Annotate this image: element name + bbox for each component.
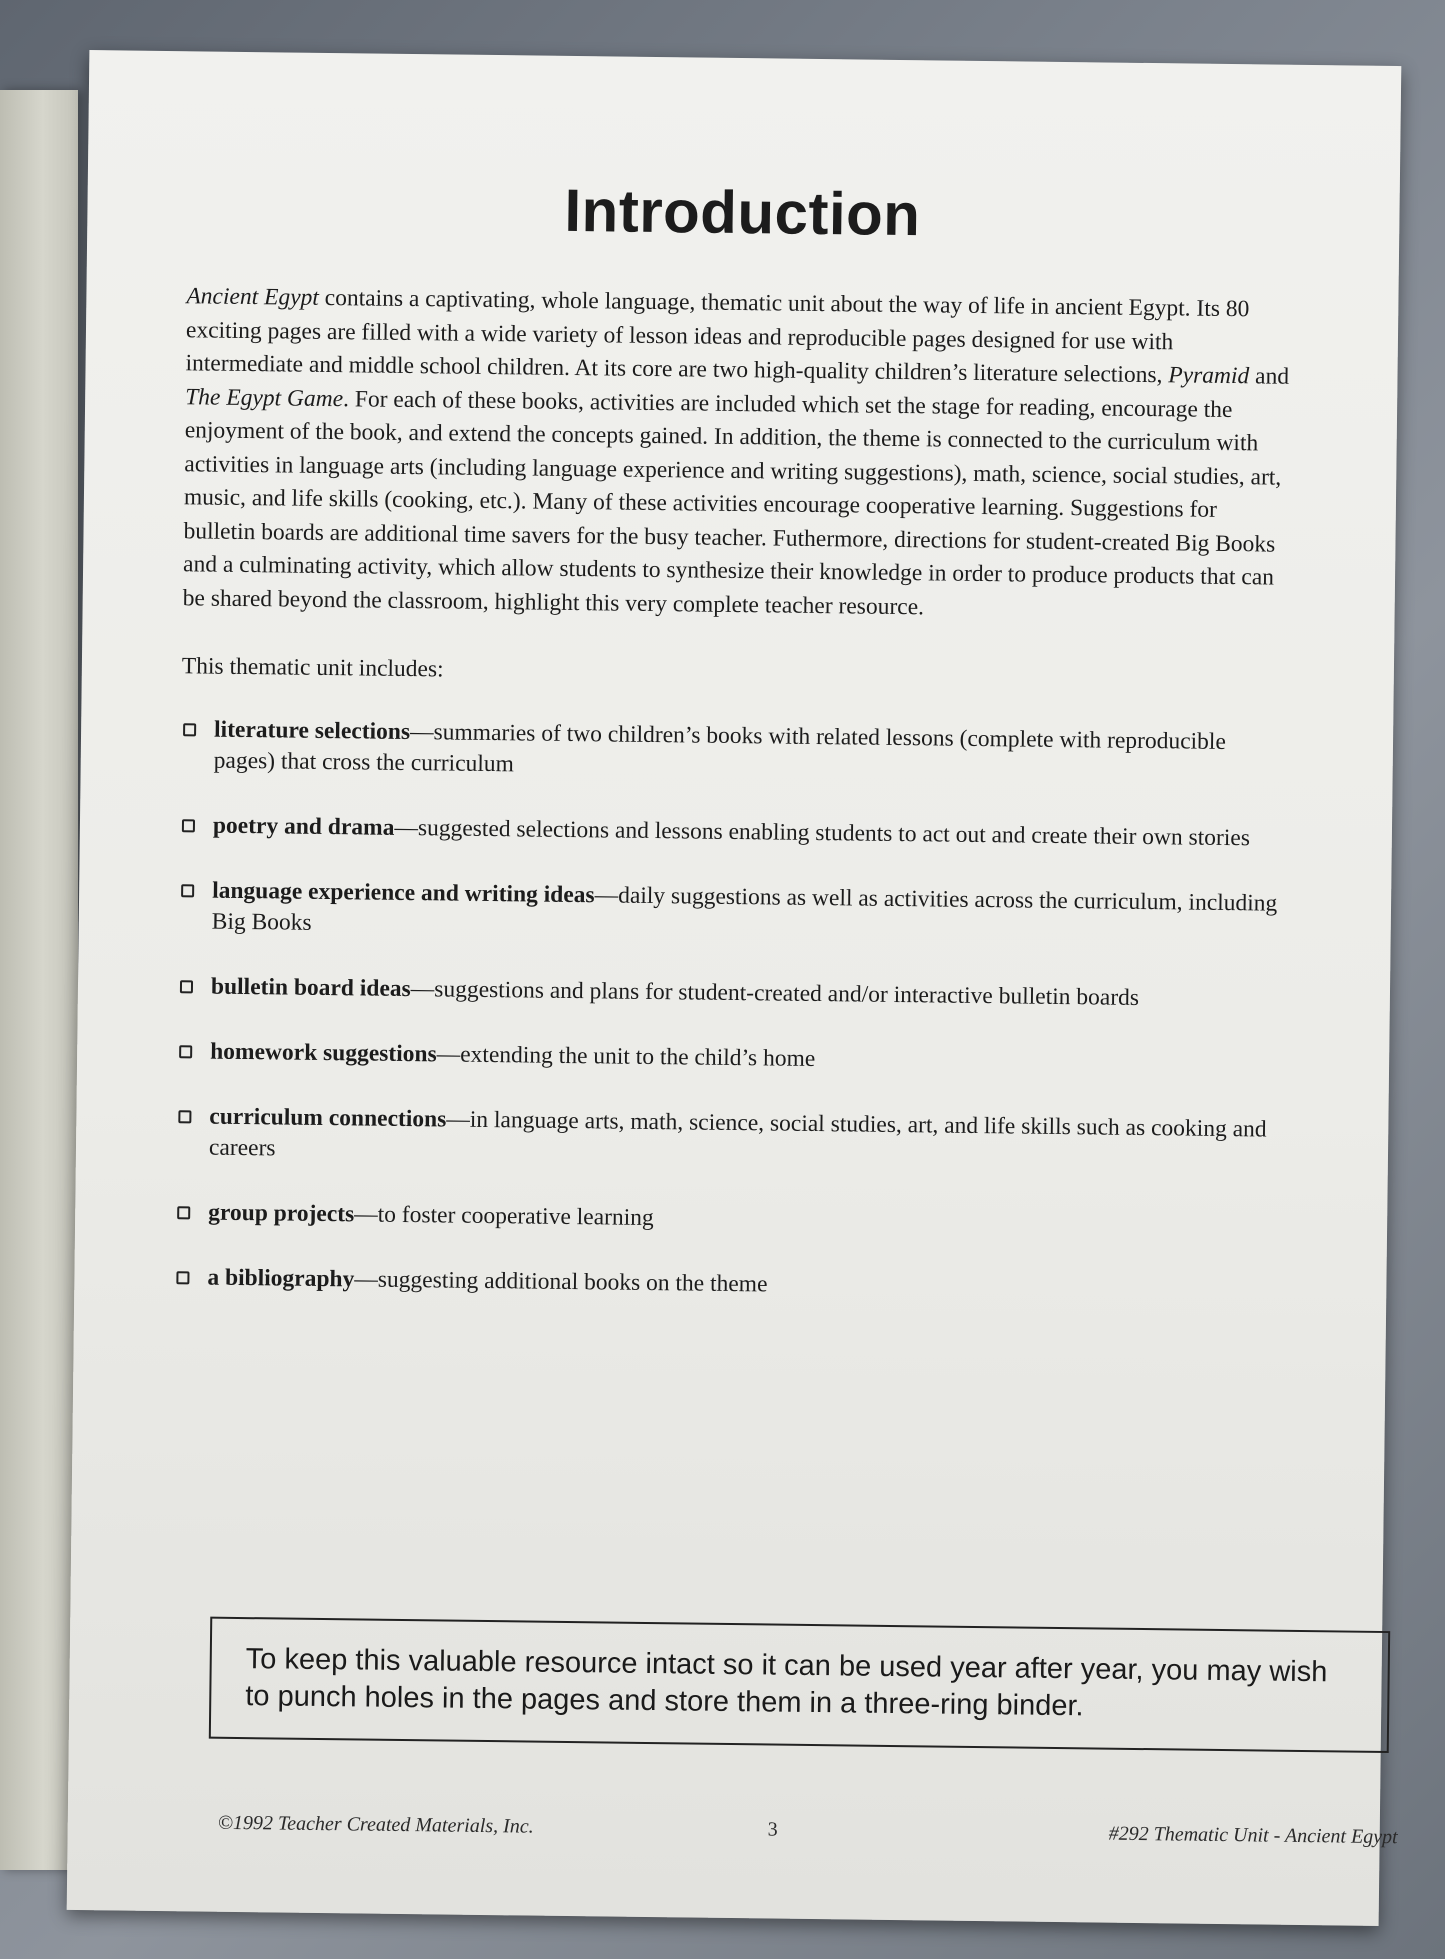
includes-label: This thematic unit includes:: [181, 653, 444, 683]
list-item: [178, 971, 1288, 1016]
intro-and: and: [1249, 363, 1290, 390]
list-item: [181, 714, 1292, 790]
page-footer: [208, 1811, 1398, 1849]
item-term: literature selections: [213, 716, 411, 746]
page-title: Introduction: [564, 176, 921, 249]
checkbox-icon: [181, 884, 194, 897]
intro-book-title: Ancient Egypt: [186, 283, 320, 311]
binder-note-box: To keep this valuable resource intact so it can be used year after year, you may wish to punch holes in the pages and store them in a three-ring binder.: [209, 1617, 1390, 1753]
list-item: [179, 875, 1290, 951]
checkbox-icon: [180, 980, 193, 993]
item-description: —summaries of two children’s books with related lessons (complete with reproducible pages) that cross the curriculum: [213, 719, 1226, 778]
list-item: [177, 1036, 1287, 1081]
checkbox-icon: [179, 1045, 192, 1058]
footer-page-number: 3: [767, 1818, 778, 1841]
item-term: poetry and drama: [212, 812, 395, 841]
item-term: curriculum connections: [209, 1103, 447, 1133]
book-page: [67, 50, 1402, 1926]
list-item: [176, 1101, 1287, 1177]
intro-text-part1: contains a captivating, whole language, thematic unit about the way of life in ancient Egypt. Its 80 exciting pages are filled with a wide variety of lesson ideas and reproducible pages designed for use with intermediate and middle school children. At its core are two high-quality children’s literature selections,: [185, 284, 1250, 389]
facing-page-edge: [0, 90, 78, 1870]
list-item: [174, 1262, 1284, 1307]
footer-series: #292 Thematic Unit - Ancient Egypt: [1108, 1822, 1398, 1849]
item-description: —suggesting additional books on the theme: [354, 1266, 768, 1298]
item-description: —suggested selections and lessons enabling students to act out and create their own stories: [394, 814, 1251, 852]
intro-paragraph: [183, 280, 1297, 629]
page-content: [174, 171, 1398, 1849]
item-description: —daily suggestions as well as activities across the curriculum, including Big Books: [211, 882, 1278, 936]
book-title-pyramid: Pyramid: [1168, 362, 1250, 390]
list-item: [175, 1197, 1285, 1242]
item-term: language experience and writing ideas: [211, 877, 595, 909]
checkbox-icon: [176, 1271, 189, 1284]
footer-copyright: ©1992 Teacher Created Materials, Inc.: [217, 1811, 534, 1838]
item-description: —in language arts, math, science, social studies, art, and life skills such as cooking and careers: [208, 1106, 1267, 1162]
item-description: —extending the unit to the child’s home: [436, 1041, 816, 1072]
item-description: —suggestions and plans for student-created and/or interactive bulletin boards: [410, 976, 1140, 1011]
checkbox-icon: [178, 1110, 191, 1123]
includes-list: [174, 714, 1291, 1307]
list-item: [180, 810, 1290, 855]
item-term: a bibliography: [207, 1264, 355, 1293]
item-term: group projects: [208, 1199, 355, 1228]
book-title-egypt-game: The Egypt Game: [185, 383, 344, 412]
intro-text-part2: . For each of these books, activities are included which set the stage for reading, encourage the enjoyment of the book, and extend the concepts gained. In addition, the theme is connected to the curriculum with activities in language arts (including language experience and writing suggestions), math, science, social studies, art, music, and life skills (cooking, etc.). Many of these activities encourage cooperative learning. Suggestions for bulletin boards are additional time savers for the busy teacher. Futhermore, directions for student-created Big Books and a culminating activity, which allow students to synthesize their knowledge in order to produce products that can be shared beyond the classroom, highlight this very complete teacher resource.: [182, 385, 1282, 620]
checkbox-icon: [177, 1206, 190, 1219]
item-term: bulletin board ideas: [210, 973, 411, 1003]
item-term: homework suggestions: [210, 1038, 437, 1068]
checkbox-icon: [183, 723, 196, 736]
item-description: —to foster cooperative learning: [354, 1201, 654, 1232]
checkbox-icon: [182, 819, 195, 832]
